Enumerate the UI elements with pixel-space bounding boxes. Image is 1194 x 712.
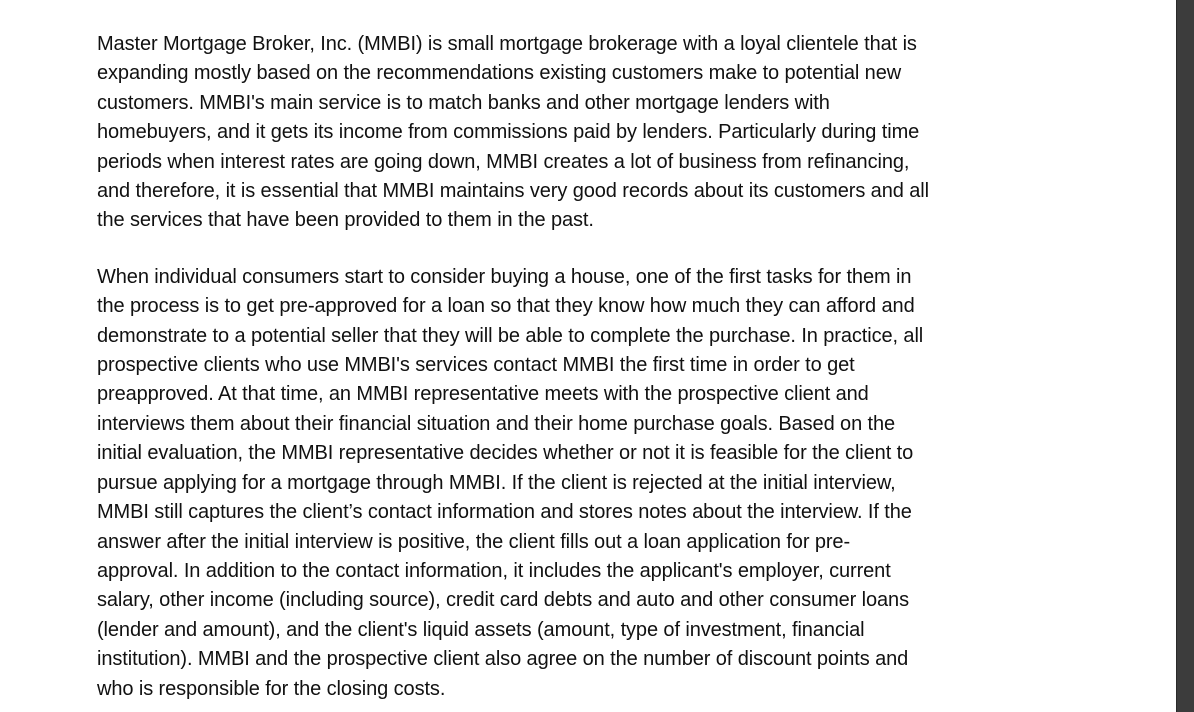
paragraph-2: When individual consumers start to consider buying a house, one of the first tasks for them in the process is to get pre-approved for a loan so that they know how much they can afford and demonstrate to a potential seller that they will be able to complete the purchase. In practice, all prospective clients who use MMBI's services contact MMBI the first time in order to get preapproved. At that time, an MMBI representative meets with the prospective client and interviews them about their financial situation and their home purchase goals. Based on the initial evaluation, the MMBI representative decides whether or not it is feasible for the client to pursue applying for a mortgage through MMBI. If the client is rejected at the initial interview, MMBI still captures the client’s contact information and stores notes about the interview. If the answer after the initial interview is positive, the client fills out a loan application for pre- approval. In addition to the contact information, it includes the applicant's employer, current salary, other income (including source), credit card debts and auto and other consumer loans (lender and amount), and the client's liquid assets (amount, type of investment, financial institution). MMBI and the prospective client also agree on the number of discount points and who is responsible for the closing costs. (97, 265, 924, 700)
document-body (97, 30, 1057, 704)
paragraph-1: Master Mortgage Broker, Inc. (MMBI) is small mortgage brokerage with a loyal clientele that is expanding mostly based on the recommendations existing customers make to potential new customers. MMBI's main service is to match banks and other mortgage lenders with homebuyers, and it gets its income from commissions paid by lenders. Particularly during time periods when interest rates are going down, MMBI creates a lot of business from refinancing, and therefore, it is essential that MMBI maintains very good records about its customers and all the services that have been provided to them in the past. (97, 33, 929, 232)
vertical-scrollbar[interactable] (1176, 0, 1194, 712)
